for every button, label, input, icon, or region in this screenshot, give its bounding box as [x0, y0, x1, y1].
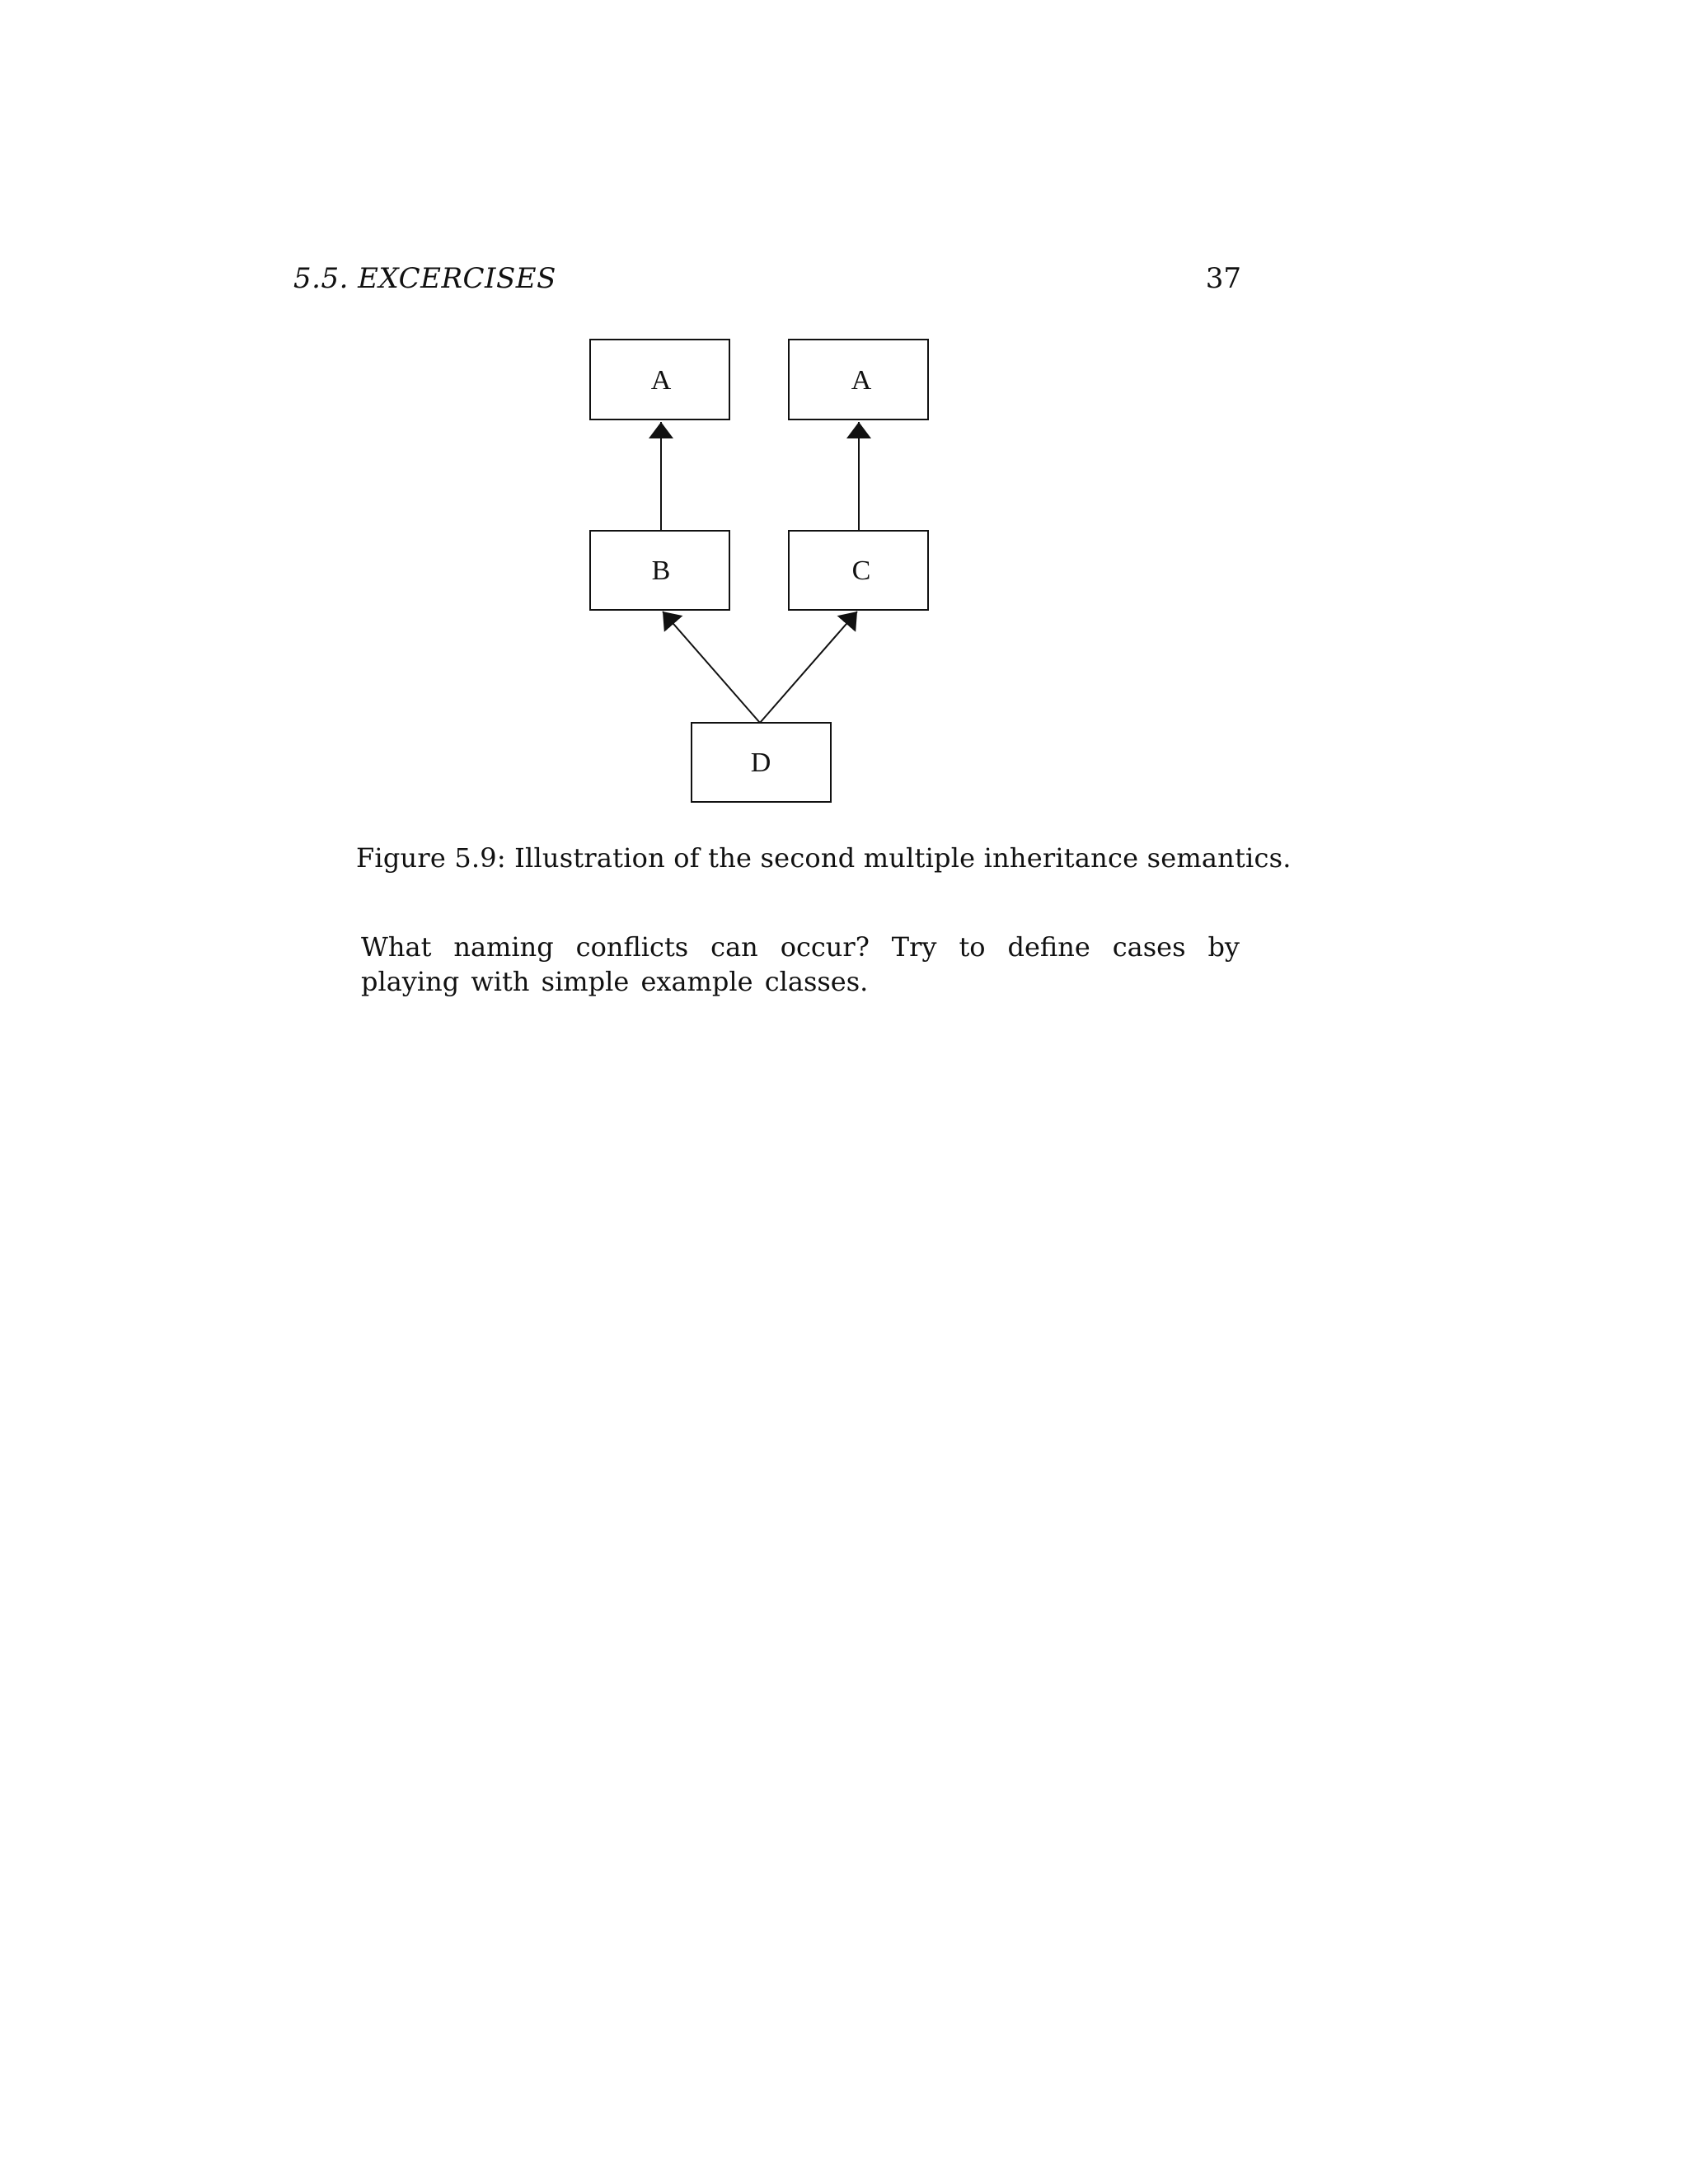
node-a-right: [789, 340, 928, 419]
node-b: [590, 531, 729, 610]
node-d-label: D: [750, 748, 771, 778]
node-b-label: B: [651, 555, 671, 586]
header-section-title: 5.5. EXCERCISES: [293, 262, 556, 295]
page-number: 37: [1205, 262, 1241, 295]
body-paragraph: What naming conflicts can occur? Try to define cases by playing with simple example classes.: [361, 931, 1240, 997]
node-d: [692, 723, 831, 802]
node-a-right-label: A: [851, 365, 872, 396]
node-c: [789, 531, 928, 610]
node-a-left-label: A: [650, 365, 672, 396]
figure-caption: Figure 5.9: Illustration of the second multiple inheritance semantics.: [356, 842, 1292, 874]
node-c-label: C: [851, 555, 871, 586]
inheritance-diagram: [0, 0, 1688, 824]
edge-d-to-c: [760, 612, 857, 723]
edge-d-to-b: [663, 612, 760, 723]
node-a-left: [590, 340, 729, 419]
